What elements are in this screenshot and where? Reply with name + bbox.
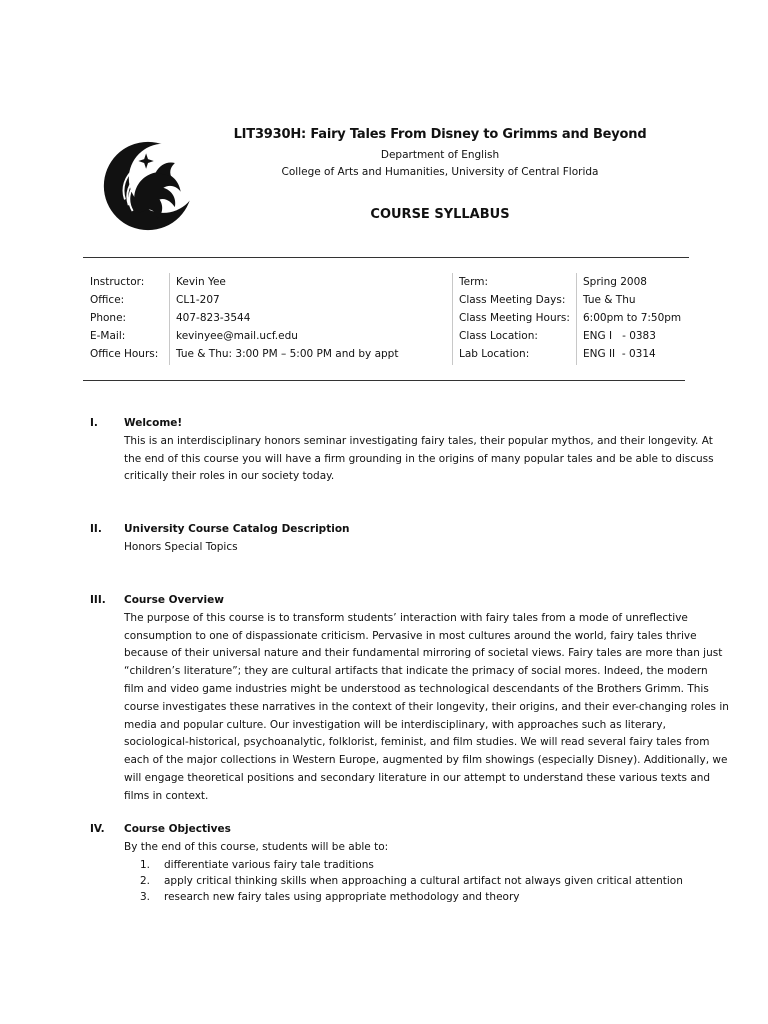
section-course-overview [90, 592, 730, 806]
meeting-hours-value: 6:00pm to 7:50pm [583, 312, 682, 324]
section-number: II. [90, 523, 102, 535]
office-value: CL1-207 [176, 294, 220, 306]
item-number: 2. [140, 874, 151, 887]
office-hours-value: Tue & Thu: 3:00 PM – 5:00 PM and by appt [176, 348, 399, 360]
section-heading: Course Overview [124, 594, 224, 606]
meeting-days-label: Class Meeting Days: [459, 294, 566, 306]
list-item [124, 889, 730, 905]
phone-label: Phone: [90, 312, 127, 324]
class-location-label: Class Location: [459, 330, 538, 342]
phone-value: 407-823-3544 [176, 312, 251, 324]
info-divider-left [169, 273, 170, 365]
section-text: This is an interdisciplinary honors seminar investigating fairy tales, their popular mythos, and their longevity. At the end of this course you will have a firm grounding in the origins of many popular tales and be able to discuss critically their roles in our society today. [124, 434, 714, 483]
meeting-hours-label: Class Meeting Hours: [459, 312, 570, 324]
section-welcome [90, 415, 730, 486]
meeting-days-value: Tue & Thu [583, 294, 636, 306]
section-number: IV. [90, 823, 105, 835]
instructor-label: Instructor: [90, 276, 145, 288]
class-location-value: ENG I - 0383 [583, 330, 656, 342]
bottom-divider [83, 380, 685, 381]
list-item [124, 873, 730, 889]
item-number: 3. [140, 890, 151, 903]
course-title: LIT3930H: Fairy Tales From Disney to Grimms and Beyond [233, 127, 647, 142]
top-divider [83, 257, 689, 258]
office-hours-label: Office Hours: [90, 348, 159, 360]
section-text: The purpose of this course is to transform students’ interaction with fairy tales from a mode of unreflective consumption to one of dispassionate criticism. Pervasive in most cultures around the world, fairy tales thrive because of their universal nature and their fundamental mirroring of societal views. Fairy tales are more than just “children’s literature”; they are cultural artifacts that indicate the primacy of social mores. Indeed, the modern film and video game industries might be understood as technological descendants of the Brothers Grimm. This course investigates these narratives in the context of their longevity, their origins, and their ever-changing roles in media and popular culture. Our investigation will be interdisciplinary, with approaches such as literary, sociological-historical, psychoanalytic, folklorist, feminist, and film studies. We will read several fairy tales from each of the major collections in Western Europe, augmented by film showings (especially Disney). Additionally, we will engage theoretical positions and secondary literature in our attempt to understand these various texts and films in context. [124, 611, 729, 802]
instructor-value: Kevin Yee [176, 276, 226, 288]
syllabus-title: COURSE SYLLABUS [370, 207, 510, 222]
item-text: research new fairy tales using appropriate methodology and theory [164, 890, 520, 903]
section-heading: University Course Catalog Description [124, 523, 350, 535]
section-heading: Welcome! [124, 417, 183, 429]
ucf-pegasus-logo [100, 138, 196, 234]
section-number: III. [90, 594, 106, 606]
section-number: I. [90, 417, 98, 429]
email-label: E-Mail: [90, 330, 126, 342]
item-number: 1. [140, 858, 151, 871]
term-value: Spring 2008 [583, 276, 647, 288]
section-course-objectives [90, 821, 730, 905]
college-name: College of Arts and Humanities, University of Central Florida [281, 166, 599, 178]
email-value: kevinyee@mail.ucf.edu [176, 330, 298, 342]
lab-location-value: ENG II - 0314 [583, 348, 656, 360]
instructor-labels [90, 273, 170, 363]
section-heading: Course Objectives [124, 823, 231, 835]
section-text: By the end of this course, students will be able to: [124, 840, 389, 853]
info-divider-right [576, 273, 577, 365]
objectives-list [124, 857, 730, 905]
lab-location-label: Lab Location: [459, 348, 530, 360]
term-labels [459, 273, 575, 363]
office-label: Office: [90, 294, 125, 306]
department-name: Department of English [380, 149, 500, 161]
list-item [124, 857, 730, 873]
term-values [583, 273, 693, 363]
instructor-values [176, 273, 446, 363]
section-text: Honors Special Topics [124, 540, 238, 553]
section-catalog-description [90, 521, 730, 557]
term-label: Term: [459, 276, 488, 288]
item-text: apply critical thinking skills when approaching a cultural artifact not always given critical attention [164, 874, 683, 887]
item-text: differentiate various fairy tale traditions [164, 858, 374, 871]
info-divider-mid [452, 273, 453, 365]
